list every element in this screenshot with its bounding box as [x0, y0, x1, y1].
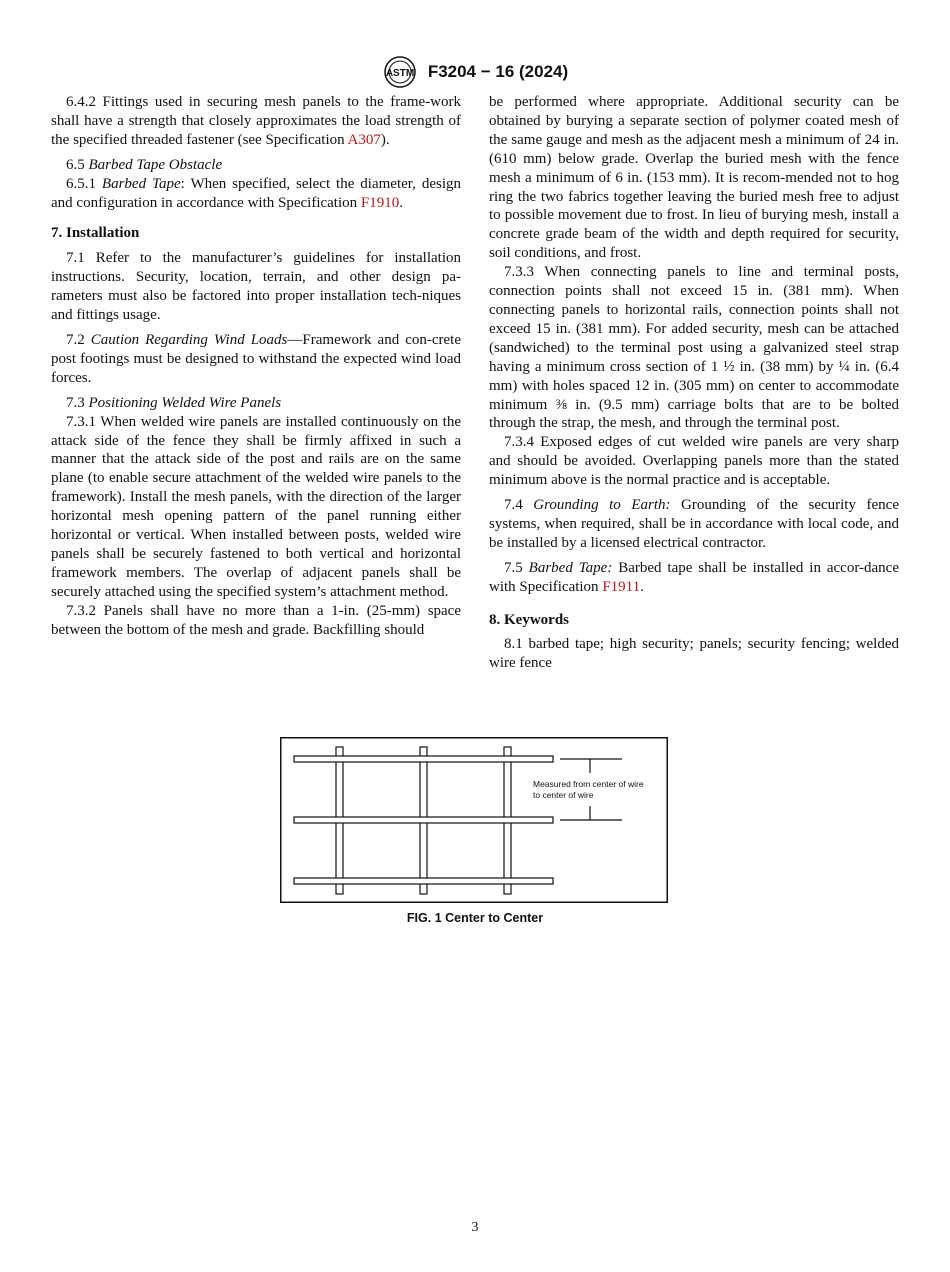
section-7-2: 7.2 Caution Regarding Wind Loads—Framework and con-crete post footings must be designed to withstand the expected wind load forces. — [51, 331, 462, 386]
dimension-annotation-line2: to center of wire — [533, 790, 594, 800]
section-7-3-3: 7.3.3 When connecting panels to line and terminal posts, connection points shall not exceed 15 in. (381 mm). When connecting panels to horizontal rails, connection points shall not exceed 15 in. (381 mm). For added security, mesh can be attached (sandwiched) to the terminal post using a galvanized steel strap having a minimum cross section of 1 ½ in. (38 mm) by ¼ in. (6.4 mm) with holes spaced 12 in. (305 mm) on center to accommodate minimum ⅜ in. (9.5 mm) carriage bolts that are to be bolted through the strap, the mesh, and through the terminal post. — [489, 264, 899, 432]
horizontal-wire-2 — [294, 817, 553, 823]
section-6-4-2: 6.4.2 Fittings used in securing mesh panels to the frame-work shall have a strength that closely approximates the load strength of the specified threaded fastener (see Specification A307). — [51, 94, 461, 148]
section-7-3: 7.3 Positioning Welded Wire Panels — [66, 394, 282, 411]
link-f1911[interactable]: F1911 — [602, 578, 641, 595]
heading-installation: 7. Installation — [51, 225, 140, 242]
document-designation: F3204 − 16 (2024) — [427, 62, 569, 81]
astm-logo-icon — [382, 56, 418, 88]
section-6-5-1: 6.5.1 Barbed Tape: When specified, select the diameter, design and configuration in accordance with Specification F1910. — [51, 175, 462, 211]
right-column — [489, 93, 899, 673]
section-7-1: 7.1 Refer to the manufacturer’s guidelines for installation instructions. Security, location, terrain, and other design pa-rameters must also be factored into proper installation tech-niques and fittings usage. — [51, 250, 461, 324]
section-7-3-2: 7.3.2 Panels shall have no more than a 1-in. (25-mm) space between the bottom of the mesh and grade. Backfilling should — [51, 602, 461, 638]
left-column — [51, 93, 461, 639]
horizontal-wire-3 — [294, 878, 553, 884]
section-6-5: 6.5 Barbed Tape Obstacle — [66, 156, 223, 173]
section-7-5: 7.5 Barbed Tape: Barbed tape shall be installed in accor-dance with Specification F1911. — [489, 559, 899, 595]
section-7-3-4: 7.3.4 Exposed edges of cut welded wire panels are very sharp and should be avoided. Overlapping panels more than the stated minimum above is the normal practice and is acceptable. — [489, 434, 899, 489]
section-7-4: 7.4 Grounding to Earth: Grounding of the security fence systems, when required, shall be in accordance with local code, and be installed by a licensed electrical contractor. — [489, 497, 899, 551]
dimension-annotation-line1: Measured from center of wire — [533, 779, 644, 789]
link-a307[interactable]: A307 — [347, 131, 381, 148]
section-8-1: 8.1 barbed tape; high security; panels; security fencing; welded wire fence — [489, 636, 899, 672]
figure-center-to-center — [280, 737, 668, 903]
section-7-3-1: 7.3.1 When welded wire panels are installed continuously on the attack side of the fence they shall be firmly affixed in such a manner that the attack side of the post and rails are on the same plane (to enable secure attachment of the welded wire panels to the framework). Install the mesh panels, with the direction of the larger horizontal mesh opening pattern of the panel running either horizontal or vertical. When installed between posts, welded wire panels shall be securely fastened to both vertical and horizontal framework members. The overlap of adjacent panels shall be securely attached using the specified system’s attachment method. — [51, 413, 461, 600]
horizontal-wire-1 — [294, 756, 553, 762]
section-7-3-2-continued: be performed where appropriate. Additional security can be obtained by burying a separate section of polymer coated mesh of the same gauge and mesh as the adjacent mesh a minimum of 24 in. (610 mm) below grade. Overlap the buried mesh with the fence mesh a minimum of 6 in. (153 mm). It is recom-mended not to hog ring the two fabrics together leaving the buried mesh free to adjust to possible movement due to frost. In lieu of burying mesh, install a concrete grade beam of the width and depth required for security, soil conditions, and frost. — [489, 94, 899, 262]
heading-keywords: 8. Keywords — [489, 611, 569, 628]
page-number: 3 — [471, 1220, 479, 1235]
astm-logo-text: ASTM — [385, 68, 414, 79]
page-header — [0, 56, 950, 88]
link-f1910[interactable]: F1910 — [360, 194, 400, 211]
figure-caption: FIG. 1 Center to Center — [406, 911, 544, 925]
